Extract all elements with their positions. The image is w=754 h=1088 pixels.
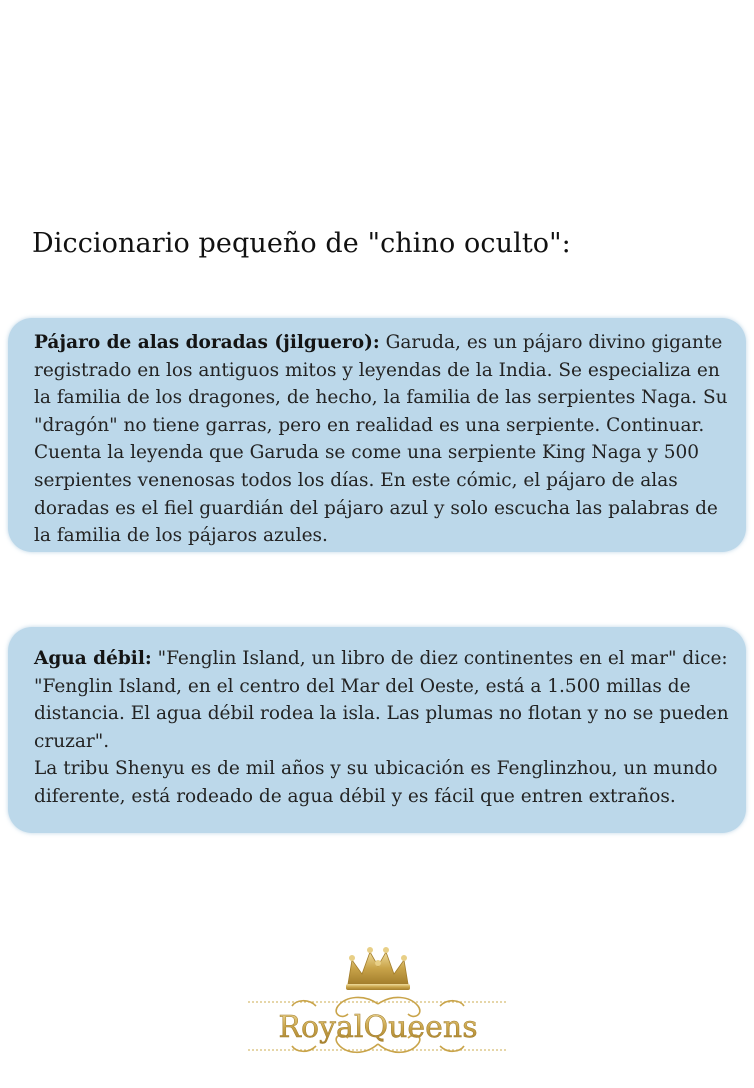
entry-text (34, 645, 732, 811)
entry-paragraph (34, 645, 732, 755)
page-title: Diccionario pequeño de "chino oculto": (32, 228, 571, 259)
entry-term: Agua débil: (34, 648, 152, 669)
entry-term: Pájaro de alas doradas (jilguero): (34, 332, 380, 353)
logo-graphic (246, 944, 510, 1070)
entry-paragraph: La tribu Shenyu es de mil años y su ubicación es Fenglinzhou, un mundo diferente, está rodeado de agua débil y es fácil que entren extraños. (34, 758, 718, 807)
entry-definition: "Fenglin Island, un libro de diez continentes en el mar" dice: "Fenglin Island, en el centro del Mar del Oeste, está a 1.500 millas de distancia. El agua débil rodea la isla. Las plumas no flotan y no se pueden cruzar". (34, 648, 729, 752)
royalqueens-logo (246, 944, 510, 1070)
logo-text: RoyalQueens (278, 1010, 478, 1045)
entry-definition: Garuda, es un pájaro divino gigante registrado en los antiguos mitos y leyendas de la India. Se especializa en la familia de los dragones, de hecho, la familia de las serpientes Naga. Su "dragón" no tiene garras, pero en realidad es una serpiente. Continuar. Cuenta la leyenda que Garuda se come una serpiente King Naga y 500 serpientes venenosas todos los días. En este cómic, el pájaro de alas doradas es el fiel guardián del pájaro azul y solo escucha las palabras de la familia de los pájaros azules. (34, 332, 728, 547)
entry-text (34, 329, 732, 550)
glossary-entry-agua-debil (8, 627, 746, 833)
crown-icon (346, 947, 410, 990)
glossary-entry-garuda (8, 318, 746, 552)
